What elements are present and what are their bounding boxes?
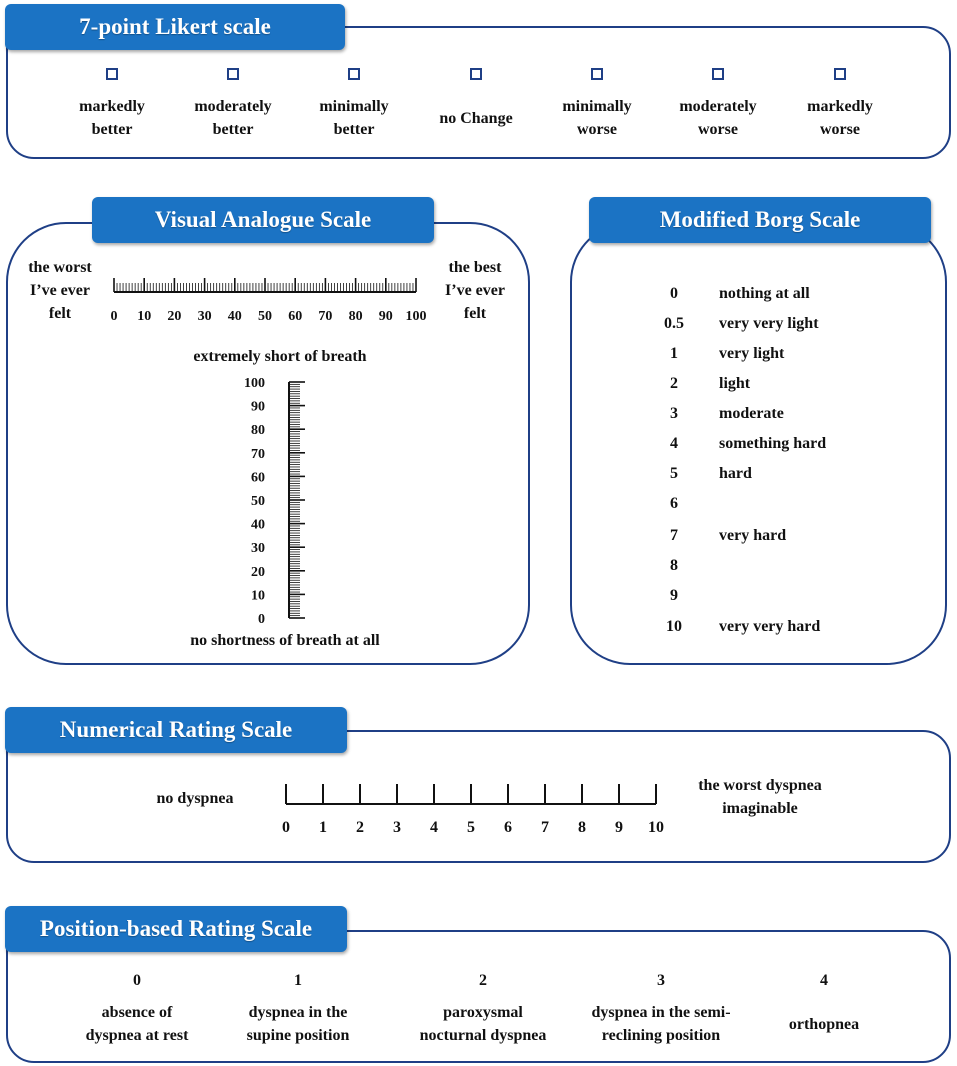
borg-label: very hard <box>719 527 787 544</box>
borg-score[interactable]: 8 <box>670 557 678 574</box>
borg-score[interactable]: 3 <box>670 405 678 422</box>
vas-v-tick-label: 0 <box>258 612 265 627</box>
borg-title: Modified Borg Scale <box>589 197 931 243</box>
likert-checkbox[interactable] <box>348 68 360 80</box>
vas-h-tick-label: 60 <box>288 309 303 324</box>
likert-checkbox[interactable] <box>106 68 118 80</box>
borg-label: moderate <box>719 405 784 422</box>
vas-v-tick-label: 100 <box>244 376 265 391</box>
nrs-right-label: the worst dyspnea imaginable <box>698 777 822 817</box>
vas-right-label: the best I’ve ever felt <box>445 259 505 322</box>
vas-h-tick-label: 0 <box>110 309 118 324</box>
likert-option-label: markedly better <box>79 98 145 138</box>
likert-checkbox[interactable] <box>227 68 239 80</box>
vas-v-tick-label: 30 <box>251 541 265 557</box>
vas-h-tick-label: 40 <box>227 309 242 324</box>
vas-v-tick-label: 40 <box>251 517 265 533</box>
position-score: 1 <box>294 972 302 989</box>
nrs-tick-label: 6 <box>504 819 512 836</box>
position-title: Position-based Rating Scale <box>5 906 347 952</box>
nrs-tick-label: 3 <box>393 819 401 836</box>
vas-left-label: the worst I’ve ever felt <box>28 259 92 322</box>
vas-title: Visual Analogue Scale <box>92 197 434 243</box>
nrs-ruler[interactable] <box>270 780 690 840</box>
borg-score[interactable]: 9 <box>670 587 678 604</box>
nrs-title: Numerical Rating Scale <box>5 707 347 753</box>
borg-label: something hard <box>719 435 827 452</box>
nrs-tick-label: 2 <box>356 819 364 836</box>
likert-option-label: minimally worse <box>562 98 632 138</box>
nrs-tick-label: 10 <box>648 819 664 836</box>
borg-score[interactable]: 4 <box>670 435 678 452</box>
position-score: 4 <box>820 972 828 989</box>
position-label: orthopnea <box>788 1016 860 1033</box>
position-score: 0 <box>133 972 141 989</box>
vas-h-tick-label: 20 <box>167 309 182 324</box>
position-score: 3 <box>657 972 665 989</box>
position-label: paroxysmal nocturnal dyspnea <box>419 1004 547 1044</box>
position-score: 2 <box>479 972 487 989</box>
borg-label: very very light <box>719 315 819 332</box>
vas-v-tick-label: 80 <box>251 423 265 439</box>
borg-score[interactable]: 0 <box>670 285 678 302</box>
borg-label: nothing at all <box>719 285 810 302</box>
nrs-tick-label: 5 <box>467 819 475 836</box>
likert-option-label: no Change <box>439 110 513 127</box>
nrs-tick-label: 4 <box>430 819 438 836</box>
borg-score[interactable]: 0.5 <box>664 315 684 332</box>
borg-score[interactable]: 5 <box>670 465 678 482</box>
borg-score[interactable]: 2 <box>670 375 678 392</box>
likert-option-label: moderately better <box>194 98 272 138</box>
position-label: dyspnea in the supine position <box>246 1004 350 1044</box>
borg-label: light <box>719 375 751 392</box>
borg-score[interactable]: 10 <box>666 618 682 635</box>
nrs-tick-label: 9 <box>615 819 623 836</box>
vas-h-tick-label: 70 <box>318 309 333 324</box>
vas-h-tick-label: 30 <box>197 309 212 324</box>
vas-vertical-ruler[interactable] <box>220 372 340 627</box>
borg-label: hard <box>719 465 752 482</box>
likert-checkbox[interactable] <box>712 68 724 80</box>
position-label: absence of dyspnea at rest <box>85 1004 189 1044</box>
vas-h-tick-label: 10 <box>137 309 152 324</box>
likert-option-label: minimally better <box>319 98 389 138</box>
likert-checkbox[interactable] <box>591 68 603 80</box>
vas-v-tick-label: 90 <box>251 399 265 415</box>
likert-option-label: moderately worse <box>679 98 757 138</box>
nrs-tick-label: 0 <box>282 819 290 836</box>
position-label: dyspnea in the semi- reclining position <box>591 1004 731 1044</box>
nrs-tick-label: 1 <box>319 819 327 836</box>
vas-h-tick-label: 50 <box>258 309 272 324</box>
vas-v-tick-label: 20 <box>251 564 265 580</box>
vas-top-label: extremely short of breath <box>193 348 367 365</box>
borg-score[interactable]: 1 <box>670 345 678 362</box>
likert-checkbox[interactable] <box>470 68 482 80</box>
vas-h-tick-label: 100 <box>405 309 427 324</box>
nrs-left-label: no dyspnea <box>156 790 234 807</box>
nrs-tick-label: 8 <box>578 819 586 836</box>
likert-title: 7-point Likert scale <box>5 4 345 50</box>
vas-v-tick-label: 50 <box>251 494 265 509</box>
vas-h-tick-label: 90 <box>378 309 393 324</box>
vas-horizontal-ruler[interactable] <box>100 266 440 326</box>
borg-score[interactable]: 6 <box>670 495 678 512</box>
vas-bottom-label: no shortness of breath at all <box>190 632 380 649</box>
likert-option-label: markedly worse <box>807 98 873 138</box>
nrs-tick-label: 7 <box>541 819 549 836</box>
borg-score[interactable]: 7 <box>670 527 678 544</box>
borg-label: very very hard <box>719 618 821 635</box>
likert-checkbox[interactable] <box>834 68 846 80</box>
borg-label: very light <box>719 345 785 362</box>
vas-v-tick-label: 10 <box>251 588 265 604</box>
vas-h-tick-label: 80 <box>348 309 363 324</box>
vas-v-tick-label: 70 <box>251 446 265 462</box>
vas-v-tick-label: 60 <box>251 470 265 486</box>
